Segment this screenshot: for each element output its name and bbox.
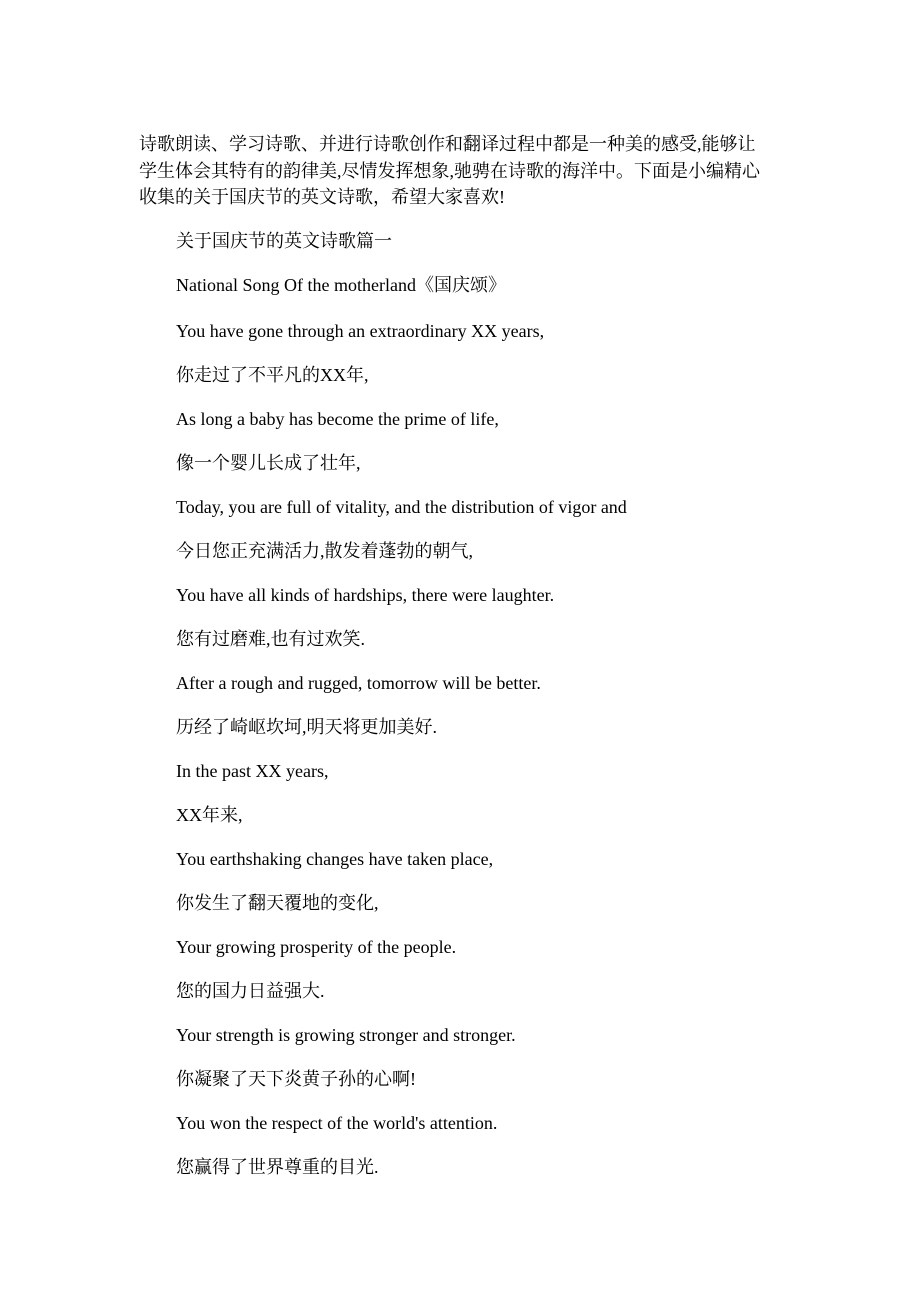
poem-line: 你发生了翻天覆地的变化, [176, 893, 379, 913]
poem-line: You earthshaking changes have taken place, [176, 849, 494, 869]
poem-line: 你凝聚了天下炎黄子孙的心啊! [176, 1069, 416, 1089]
poem-line: You have all kinds of hardships, there were laughter. [176, 585, 555, 605]
intro-line: 学生体会其特有的韵律美,尽情发挥想象,驰骋在诗歌的海洋中。下面是小编精心 [139, 160, 760, 181]
poem-line: 你走过了不平凡的XX年, [176, 365, 369, 385]
poem-line: 像一个婴儿长成了壮年, [176, 453, 361, 473]
poem-line: You won the respect of the world's attention. [176, 1113, 498, 1133]
poem-line: Your growing prosperity of the people. [176, 937, 457, 957]
poem-line: 今日您正充满活力,散发着蓬勃的朝气, [176, 541, 473, 561]
poem-line: 您有过磨难,也有过欢笑. [176, 629, 365, 649]
poem-line: After a rough and rugged, tomorrow will be better. [176, 673, 541, 693]
poem-line: Your strength is growing stronger and stronger. [176, 1025, 516, 1045]
poem-line: 您的国力日益强大. [176, 981, 325, 1001]
poem-line: XX年来, [176, 805, 243, 825]
poem-line: In the past XX years, [176, 761, 329, 781]
poem-line: Today, you are full of vitality, and the distribution of vigor and [176, 497, 627, 517]
intro-paragraph [139, 131, 784, 211]
poem-line: 历经了崎岖坎坷,明天将更加美好. [176, 717, 437, 737]
poem-line: 您赢得了世界尊重的目光. [176, 1157, 379, 1177]
intro-line: 收集的关于国庆节的英文诗歌，希望大家喜欢! [139, 187, 505, 207]
section-heading: 关于国庆节的英文诗歌篇一 [176, 231, 392, 251]
poem-line: As long a baby has become the prime of life, [176, 409, 499, 429]
intro-line: 诗歌朗读、学习诗歌、并进行诗歌创作和翻译过程中都是一种美的感受,能够让 [139, 134, 756, 154]
poem-line: You have gone through an extraordinary XX years, [176, 321, 545, 341]
poem-title: National Song Of the motherland《国庆颂》 [176, 275, 506, 295]
